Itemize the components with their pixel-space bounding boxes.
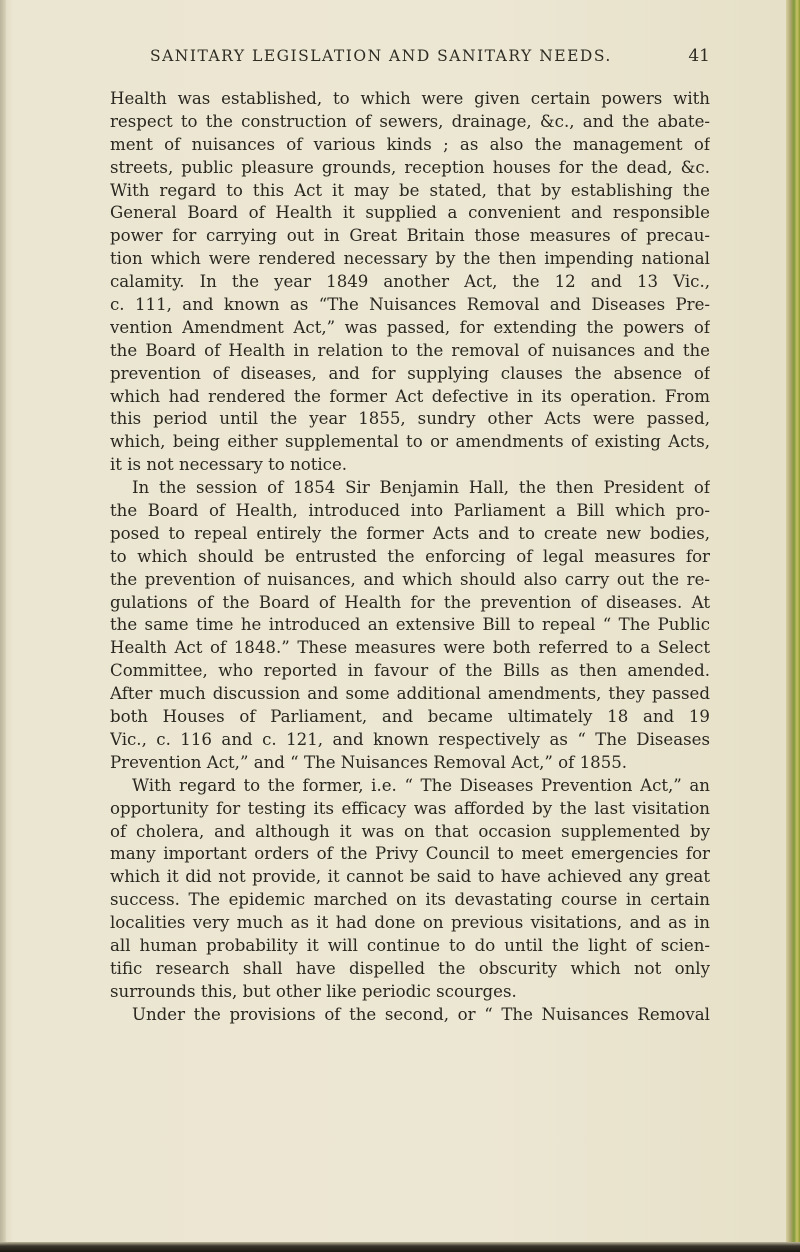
text-line: prevention of diseases, and for supplying clauses the absence of <box>110 363 710 383</box>
text-line: vention Amendment Act,” was passed, for extending the powers of <box>110 317 710 337</box>
text-line: posed to repeal entirely the former Acts and to create new bodies, <box>110 523 710 543</box>
text-line: c. 111, and known as “The Nuisances Removal and Diseases Pre- <box>110 295 710 315</box>
text-line: which had rendered the former Act defective in its operation. From <box>110 386 710 406</box>
text-line: to which should be entrusted the enforcing of legal measures for <box>110 546 710 566</box>
text-line: Vic., c. 116 and c. 121, and known respectively as “ The Diseases <box>110 729 710 749</box>
page-number: 41 <box>688 46 710 66</box>
text-line: With regard to the former, i.e. “ The Diseases Prevention Act,” an <box>132 775 710 795</box>
text-line: Committee, who reported in favour of the Bills as then amended. <box>110 661 710 681</box>
page-edge-bottom <box>0 1242 800 1252</box>
text-line: General Board of Health it supplied a convenient and responsible <box>110 203 710 223</box>
text-line: this period until the year 1855, sundry other Acts were passed, <box>110 409 710 429</box>
text-line: After much discussion and some additional amendments, they passed <box>110 684 710 704</box>
text-line: Health was established, to which were given certain powers with <box>110 89 710 108</box>
text-line: Prevention Act,” and “ The Nuisances Removal Act,” of 1855. <box>110 752 628 772</box>
text-line: localities very much as it had done on previous visitations, and as in <box>110 913 710 933</box>
text-line: gulations of the Board of Health for the prevention of diseases. At <box>110 592 710 612</box>
text-line: all human probability it will continue to do until the light of scien- <box>110 935 710 955</box>
running-title: SANITARY LEGISLATION AND SANITARY NEEDS. <box>150 47 612 65</box>
text-line: which, being either supplemental to or amendments of existing Acts, <box>110 432 710 452</box>
text-line: With regard to this Act it may be stated, that by establishing the <box>110 180 710 200</box>
text-line: Under the provisions of the second, or “ The Nuisances Removal <box>132 1004 710 1024</box>
text-line: ment of nuisances of various kinds ; as also the management of <box>110 134 710 154</box>
running-header <box>150 46 710 66</box>
text-line: opportunity for testing its efficacy was afforded by the last visitation <box>110 798 710 818</box>
text-line: tific research shall have dispelled the obscurity which not only <box>110 958 710 978</box>
text-line: In the session of 1854 Sir Benjamin Hall, the then President of <box>132 478 710 498</box>
page-gutter <box>0 0 6 1252</box>
text-line: many important orders of the Privy Council to meet emergencies for <box>110 844 710 864</box>
text-line: the Board of Health in relation to the removal of nuisances and the <box>110 340 710 360</box>
text-line: the Board of Health, introduced into Parliament a Bill which pro- <box>110 501 710 521</box>
text-line: calamity. In the year 1849 another Act, the 12 and 13 Vic., <box>110 272 710 292</box>
text-line: power for carrying out in Great Britain those measures of precau- <box>110 226 710 246</box>
text-line: which it did not provide, it cannot be said to have achieved any great <box>110 867 710 887</box>
text-line: the same time he introduced an extensive Bill to repeal “ The Public <box>110 615 710 635</box>
text-line: streets, public pleasure grounds, reception houses for the dead, &c. <box>110 157 710 177</box>
text-line: the prevention of nuisances, and which should also carry out the re- <box>110 569 710 589</box>
text-line: both Houses of Parliament, and became ultimately 18 and 19 <box>110 707 710 727</box>
text-line: Health Act of 1848.” These measures were both referred to a Select <box>110 638 710 658</box>
page-edge-right <box>786 0 800 1252</box>
text-line: tion which were rendered necessary by the then impending national <box>110 249 710 269</box>
text-line: respect to the construction of sewers, drainage, &c., and the abate- <box>110 111 710 131</box>
text-line: success. The epidemic marched on its devastating course in certain <box>110 890 710 910</box>
text-line: of cholera, and although it was on that occasion supplemented by <box>110 821 710 841</box>
body-text <box>110 88 710 1027</box>
text-line: surrounds this, but other like periodic scourges. <box>110 981 517 1001</box>
text-line: it is not necessary to notice. <box>110 455 348 475</box>
